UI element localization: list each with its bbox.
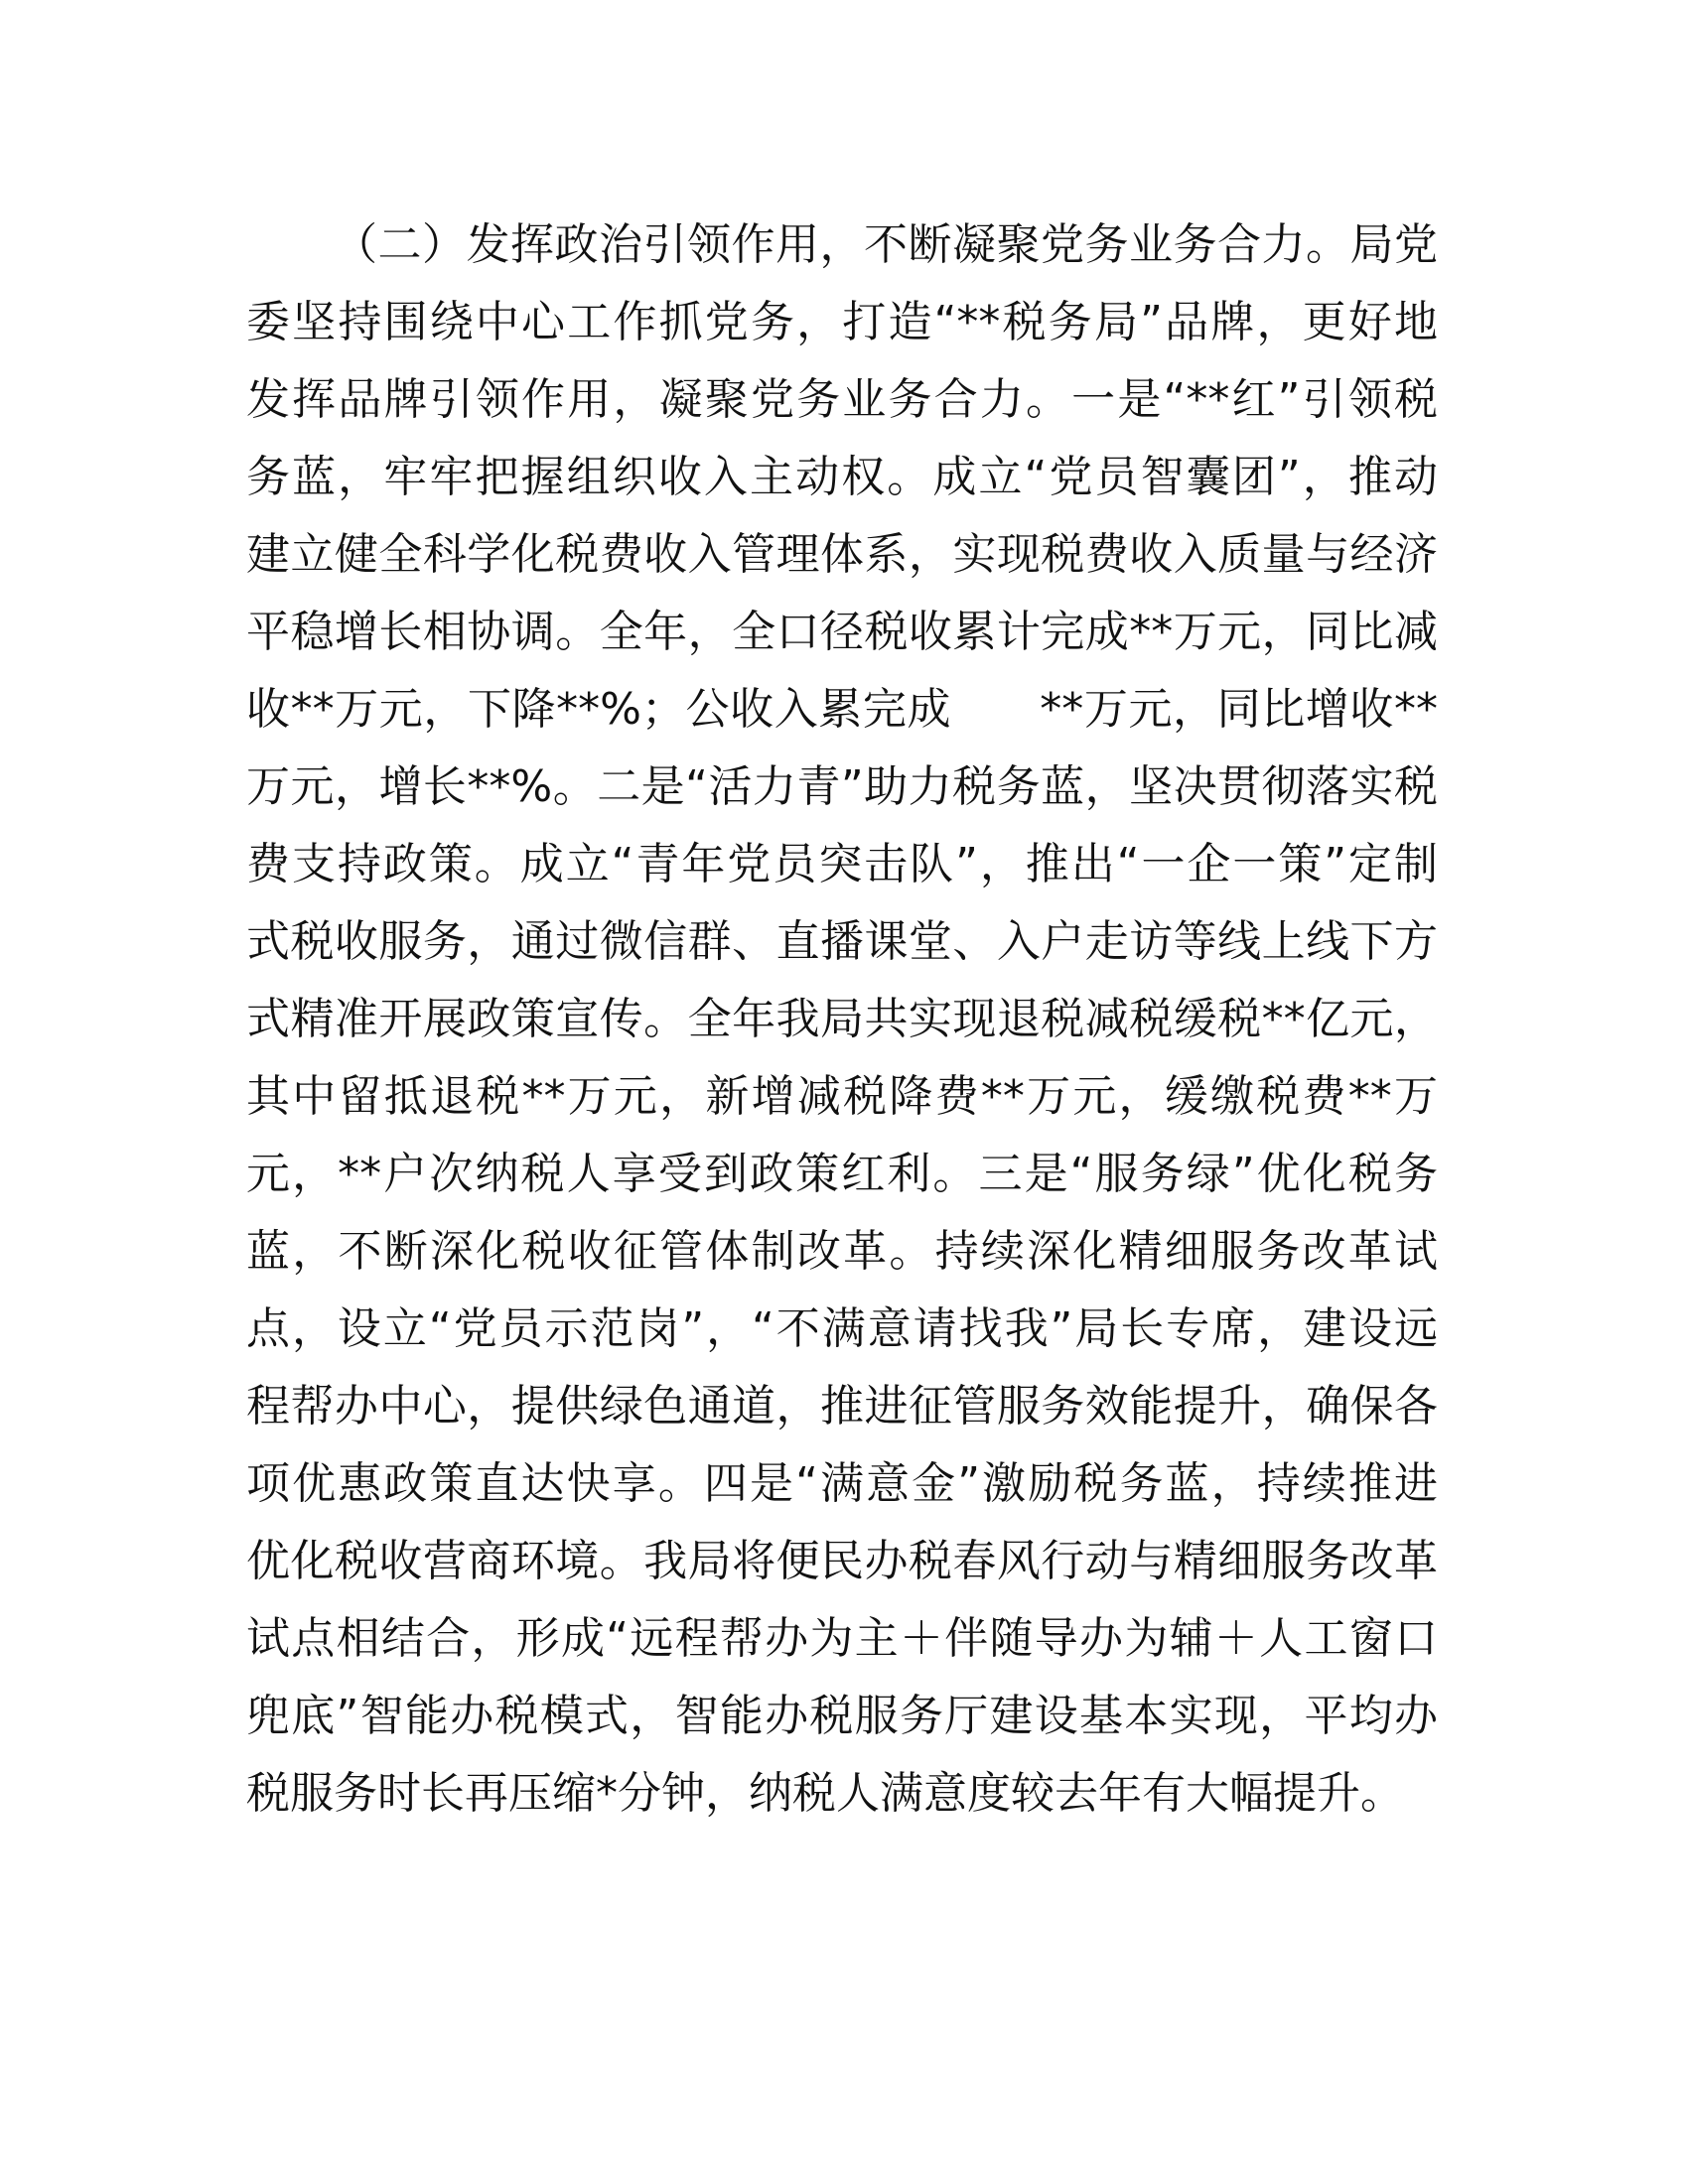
paragraph-line: （二）发挥政治引领作用，不断凝聚党务业务合力。局党 xyxy=(334,219,1438,270)
paragraph-line: 程帮办中心，提供绿色通道，推进征管服务效能提升，确保各 xyxy=(246,1381,1438,1432)
paragraph-line: 式精准开展政策宣传。全年我局共实现退税减税缓税**亿元， xyxy=(246,994,1438,1044)
paragraph-line: 委坚持围绕中心工作抓党务，打造“**税务局”品牌，更好地 xyxy=(246,297,1438,347)
paragraph-line: 万元，增长**%。二是“活力青”助力税务蓝，坚决贯彻落实税 xyxy=(246,761,1438,812)
paragraph-line: 税服务时长再压缩*分钟，纳税人满意度较去年有大幅提升。 xyxy=(246,1768,1404,1819)
paragraph-line: 务蓝，牢牢把握组织收入主动权。成立“党员智囊团”，推动 xyxy=(246,452,1438,502)
paragraph-line: 点，设立“党员示范岗”，“不满意请找我”局长专席，建设远 xyxy=(246,1303,1438,1354)
paragraph-line: 费支持政策。成立“青年党员突击队”，推出“一企一策”定制 xyxy=(246,839,1438,889)
paragraph-line: 兜底”智能办税模式，智能办税服务厅建设基本实现，平均办 xyxy=(246,1691,1438,1741)
paragraph-line: 平稳增长相协调。全年，全口径税收累计完成**万元，同比减 xyxy=(246,607,1438,657)
paragraph-line: 蓝，不断深化税收征管体制改革。持续深化精细服务改革试 xyxy=(246,1226,1438,1277)
paragraph-line: 其中留抵退税**万元，新增减税降费**万元，缓缴税费**万 xyxy=(246,1071,1438,1122)
paragraph-line: 优化税收营商环境。我局将便民办税春风行动与精细服务改革 xyxy=(246,1536,1438,1586)
body-paragraph xyxy=(246,206,1438,1833)
paragraph-line: 发挥品牌引领作用，凝聚党务业务合力。一是“**红”引领税 xyxy=(246,374,1438,425)
paragraph-line: 项优惠政策直达快享。四是“满意金”激励税务蓝，持续推进 xyxy=(246,1458,1438,1509)
paragraph-line: 试点相结合，形成“远程帮办为主＋伴随导办为辅＋人工窗口 xyxy=(246,1613,1438,1664)
paragraph-line: 式税收服务，通过微信群、直播课堂、入户走访等线上线下方 xyxy=(246,916,1438,967)
paragraph-line: 收**万元，下降**%；公收入累完成 **万元，同比增收** xyxy=(246,684,1438,735)
paragraph-line: 建立健全科学化税费收入管理体系，实现税费收入质量与经济 xyxy=(246,529,1438,580)
paragraph-line: 元，**户次纳税人享受到政策红利。三是“服务绿”优化税务 xyxy=(246,1149,1438,1199)
